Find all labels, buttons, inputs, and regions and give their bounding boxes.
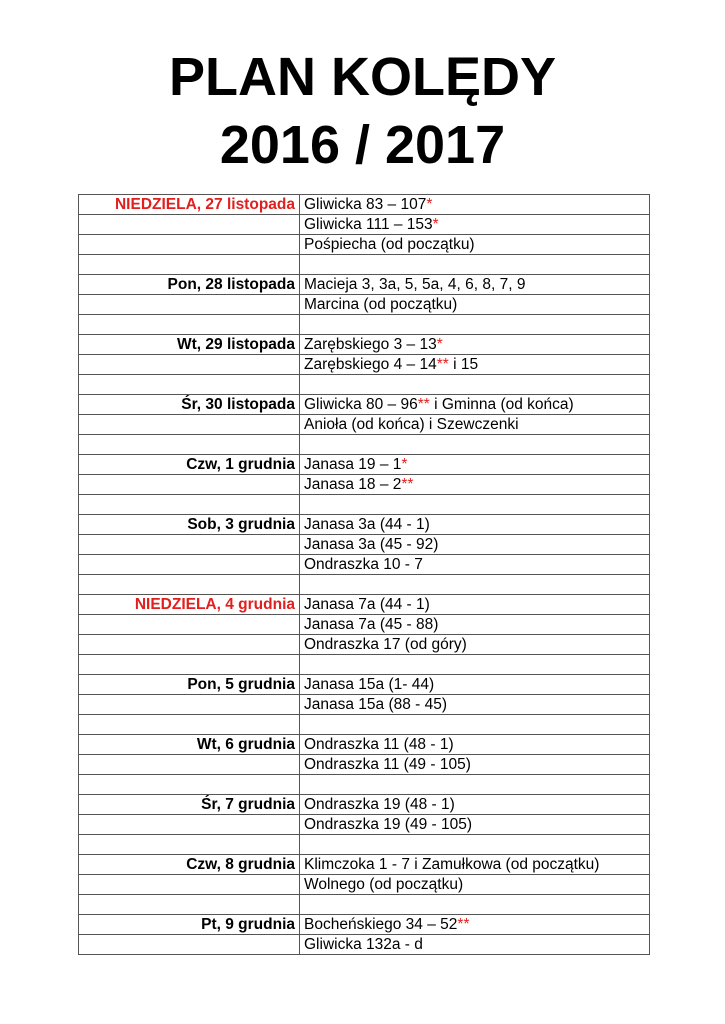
address-cell (300, 755, 650, 775)
address-text: Gliwicka 111 – 153 (304, 216, 433, 233)
day-cell: Czw, 8 grudnia (79, 855, 300, 875)
address-cell (300, 395, 650, 415)
day-cell (79, 655, 300, 675)
address-cell (300, 475, 650, 495)
address-cell (300, 595, 650, 615)
day-cell (79, 895, 300, 915)
address-cell (300, 915, 650, 935)
address-text: Bocheńskiego 34 – 52 (304, 916, 458, 933)
day-cell (79, 695, 300, 715)
address-cell (300, 795, 650, 815)
table-row (79, 255, 650, 275)
address-text: Klimczoka 1 - 7 i Zamułkowa (od początku) (304, 856, 600, 873)
address-cell (300, 895, 650, 915)
address-cell (300, 635, 650, 655)
address-cell (300, 535, 650, 555)
address-suffix-text: i 15 (448, 356, 479, 373)
day-cell (79, 295, 300, 315)
table-row (79, 495, 650, 515)
day-cell (79, 535, 300, 555)
table-row (79, 235, 650, 255)
address-text: Janasa 3a (44 - 1) (304, 516, 430, 533)
address-cell (300, 235, 650, 255)
table-row (79, 375, 650, 395)
table-row (79, 635, 650, 655)
day-cell (79, 775, 300, 795)
address-text: Ondraszka 19 (49 - 105) (304, 816, 473, 833)
address-text: Ondraszka 11 (48 - 1) (304, 736, 454, 753)
table-row (79, 835, 650, 855)
address-cell (300, 735, 650, 755)
address-cell (300, 855, 650, 875)
address-cell (300, 875, 650, 895)
address-text: Zarębskiego 3 – 13 (304, 336, 437, 353)
table-row (79, 755, 650, 775)
day-cell: Pon, 5 grudnia (79, 675, 300, 695)
table-row (79, 895, 650, 915)
day-cell (79, 835, 300, 855)
day-cell: Wt, 6 grudnia (79, 735, 300, 755)
day-cell: Pt, 9 grudnia (79, 915, 300, 935)
table-row (79, 655, 650, 675)
table-row (79, 475, 650, 495)
address-text: Wolnego (od początku) (304, 876, 464, 893)
address-cell (300, 255, 650, 275)
table-row (79, 775, 650, 795)
day-cell (79, 615, 300, 635)
page-title-line-1: PLAN KOLĘDY (168, 47, 557, 107)
table-row (79, 395, 650, 415)
day-cell (79, 495, 300, 515)
address-text: Janasa 15a (1- 44) (304, 676, 435, 693)
address-cell (300, 355, 650, 375)
day-cell (79, 715, 300, 735)
schedule-table-body (79, 195, 650, 955)
table-row (79, 315, 650, 335)
address-text: Janasa 15a (88 - 45) (304, 696, 448, 713)
table-row (79, 295, 650, 315)
address-text: Ondraszka 11 (49 - 105) (304, 756, 471, 773)
table-row (79, 575, 650, 595)
day-cell (79, 255, 300, 275)
address-text: Anioła (od końca) i Szewczenki (304, 416, 519, 433)
day-cell: NIEDZIELA, 4 grudnia (79, 595, 300, 615)
address-cell (300, 675, 650, 695)
address-text: Ondraszka 19 (48 - 1) (304, 796, 455, 813)
day-cell (79, 575, 300, 595)
day-cell: Sob, 3 grudnia (79, 515, 300, 535)
address-text: Zarębskiego 4 – 14 (304, 356, 437, 373)
day-cell (79, 475, 300, 495)
table-row (79, 535, 650, 555)
day-cell (79, 435, 300, 455)
table-row (79, 935, 650, 955)
address-cell (300, 615, 650, 635)
address-cell (300, 775, 650, 795)
table-row (79, 435, 650, 455)
address-cell (300, 335, 650, 355)
asterisk-marker: ** (417, 396, 430, 413)
table-row (79, 595, 650, 615)
address-text: Ondraszka 17 (od góry) (304, 636, 467, 653)
address-cell (300, 215, 650, 235)
day-cell (79, 315, 300, 335)
address-text: Marcina (od początku) (304, 296, 458, 313)
day-cell (79, 355, 300, 375)
day-cell (79, 555, 300, 575)
table-row (79, 795, 650, 815)
address-cell (300, 835, 650, 855)
table-row (79, 215, 650, 235)
table-row (79, 615, 650, 635)
table-row (79, 715, 650, 735)
day-cell (79, 935, 300, 955)
table-row (79, 335, 650, 355)
address-cell (300, 515, 650, 535)
address-cell (300, 935, 650, 955)
address-text: Gliwicka 83 – 107 (304, 196, 427, 213)
address-text: Pośpiecha (od początku) (304, 236, 475, 253)
address-cell (300, 275, 650, 295)
address-text: Janasa 3a (45 - 92) (304, 536, 439, 553)
address-cell (300, 715, 650, 735)
address-text: Janasa 19 – 1 (304, 456, 402, 473)
table-row (79, 555, 650, 575)
table-row (79, 915, 650, 935)
address-cell (300, 455, 650, 475)
day-cell: Śr, 7 grudnia (79, 795, 300, 815)
address-text: Janasa 18 – 2 (304, 476, 402, 493)
table-row (79, 415, 650, 435)
day-cell (79, 875, 300, 895)
asterisk-marker: ** (436, 356, 449, 373)
address-cell (300, 415, 650, 435)
address-cell (300, 815, 650, 835)
day-cell (79, 375, 300, 395)
asterisk-marker: ** (401, 476, 414, 493)
asterisk-marker: * (436, 336, 443, 353)
day-cell (79, 755, 300, 775)
table-row (79, 275, 650, 295)
day-cell: Śr, 30 listopada (79, 395, 300, 415)
day-cell (79, 415, 300, 435)
day-cell (79, 215, 300, 235)
address-cell (300, 555, 650, 575)
address-text: Janasa 7a (44 - 1) (304, 596, 430, 613)
address-text: Ondraszka 10 - 7 (304, 556, 423, 573)
asterisk-marker: * (426, 196, 433, 213)
day-cell: Wt, 29 listopada (79, 335, 300, 355)
table-row (79, 815, 650, 835)
address-cell (300, 695, 650, 715)
address-text: Gliwicka 132a - d (304, 936, 423, 953)
day-cell: Pon, 28 listopada (79, 275, 300, 295)
table-row (79, 355, 650, 375)
address-cell (300, 575, 650, 595)
day-cell: Czw, 1 grudnia (79, 455, 300, 475)
table-row (79, 675, 650, 695)
schedule-table (78, 194, 650, 955)
address-cell (300, 435, 650, 455)
table-row (79, 855, 650, 875)
address-cell (300, 315, 650, 335)
page-title-line-2: 2016 / 2017 (219, 115, 506, 175)
day-cell: NIEDZIELA, 27 listopada (79, 195, 300, 215)
table-row (79, 455, 650, 475)
address-text: Macieja 3, 3a, 5, 5a, 4, 6, 8, 7, 9 (304, 276, 526, 293)
table-row (79, 735, 650, 755)
asterisk-marker: * (432, 216, 439, 233)
table-row (79, 695, 650, 715)
asterisk-marker: * (401, 456, 408, 473)
table-row (79, 515, 650, 535)
day-cell (79, 815, 300, 835)
address-cell (300, 195, 650, 215)
asterisk-marker: ** (457, 916, 470, 933)
address-text: Gliwicka 80 – 96 (304, 396, 418, 413)
address-cell (300, 375, 650, 395)
address-cell (300, 495, 650, 515)
day-cell (79, 635, 300, 655)
day-cell (79, 235, 300, 255)
address-cell (300, 655, 650, 675)
address-text: Janasa 7a (45 - 88) (304, 616, 439, 633)
address-suffix-text: i Gminna (od końca) (429, 396, 574, 413)
address-cell (300, 295, 650, 315)
table-row (79, 195, 650, 215)
table-row (79, 875, 650, 895)
